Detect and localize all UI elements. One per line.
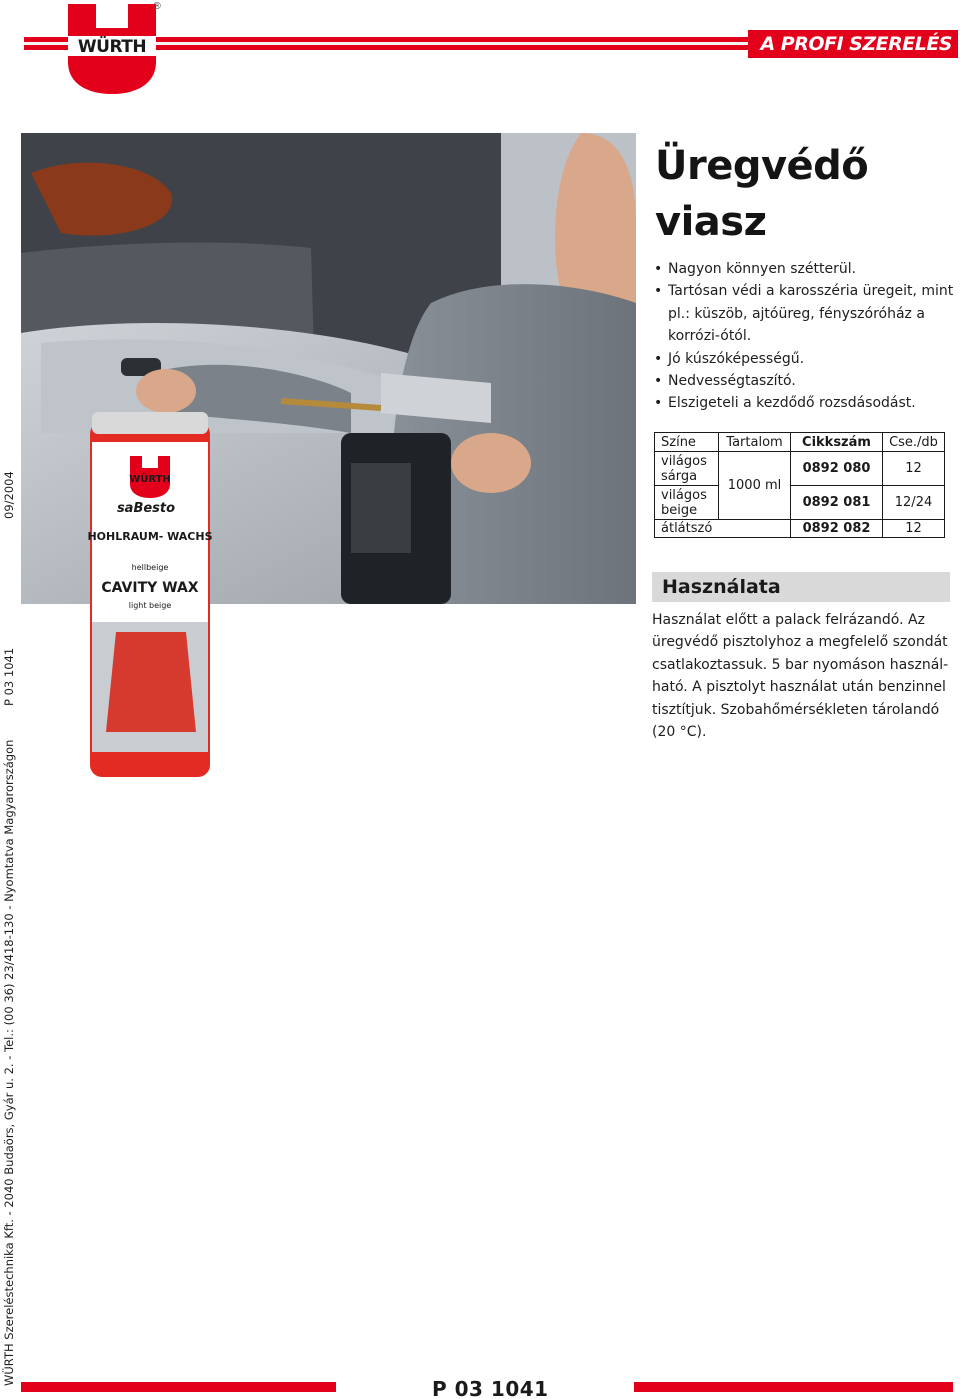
- table-row: [655, 520, 945, 538]
- usage-text: Használat előtt a palack felrázandó. Az üregvédő pisztolyhoz a megfelelő szondát csatlakoztassuk. 5 bar nyomáson használ-ható. A pisztolyt használat után benzinnel tisztítjuk. Szobahőmérsékleten tárolandó (20 °C).: [652, 612, 949, 741]
- feature-item: • Jó kúszóképességű.: [654, 348, 954, 370]
- cavity-wax-can: [86, 412, 214, 782]
- cell-pack: 12: [883, 452, 945, 486]
- header-color: Színe: [655, 433, 719, 452]
- table-row: [655, 486, 945, 520]
- can-color-en-text: light beige: [128, 601, 172, 610]
- cell-article-no: 0892 081: [791, 486, 883, 520]
- registered-mark: ®: [152, 1, 162, 12]
- feature-item: • Nagyon könnyen szétterül.: [654, 258, 954, 280]
- cell-pack: 12/24: [883, 486, 945, 520]
- feature-item: • Tartósan védi a karosszéria üregeit, mint pl.: küszöb, ajtóüreg, fényszóróház a korrózi-ótól.: [654, 280, 954, 347]
- cell-content: 1000 ml: [719, 452, 791, 520]
- feature-item: • Elszigeteli a kezdődő rozsdásodást.: [654, 392, 954, 414]
- spec-table: [654, 432, 945, 538]
- can-subbrand-text: saBesto: [116, 501, 176, 516]
- cell-article-no: 0892 082: [791, 520, 883, 538]
- footer-code: P 03 1041: [432, 1377, 549, 1399]
- header-slogan: A PROFI SZERELÉS: [748, 30, 958, 58]
- cell-color: világos beige: [655, 486, 719, 520]
- can-name-en-text: CAVITY WAX: [101, 580, 199, 596]
- side-code: P 03 1041: [2, 647, 16, 706]
- header-pack: Cse./db: [883, 433, 945, 452]
- cell-color: átlátszó: [655, 520, 791, 538]
- side-date: 09/2004: [2, 471, 16, 519]
- can-brand-text: WÜRTH: [129, 474, 171, 485]
- can-color-de-text: hellbeige: [131, 563, 169, 572]
- cell-article-no: 0892 080: [791, 452, 883, 486]
- feature-list: [654, 258, 954, 415]
- logo-wordmark: WÜRTH: [77, 37, 147, 57]
- wurth-logo: [66, 2, 158, 96]
- cell-color: világos sárga: [655, 452, 719, 486]
- cell-pack: 12: [883, 520, 945, 538]
- header-article-no: Cikkszám: [791, 433, 883, 452]
- header-band: [24, 33, 958, 55]
- table-header-row: [655, 433, 945, 452]
- feature-item: • Nedvességtaszító.: [654, 370, 954, 392]
- footer-bar-right: [634, 1382, 953, 1392]
- footer-bar-left: [21, 1382, 336, 1392]
- usage-heading: Használata: [652, 572, 950, 602]
- side-imprint: WÜRTH Szereléstechnika Kft. - 2040 Budaörs, Gyár u. 2. - Tel.: (00 36) 23/418-130 - Nyomtatva Magyarországon: [2, 739, 16, 1386]
- header-content: Tartalom: [719, 433, 791, 452]
- product-title: Üregvédő viasz: [655, 143, 869, 245]
- table-row: [655, 452, 945, 486]
- can-name-de-text: HOHLRAUM- WACHS: [87, 530, 213, 543]
